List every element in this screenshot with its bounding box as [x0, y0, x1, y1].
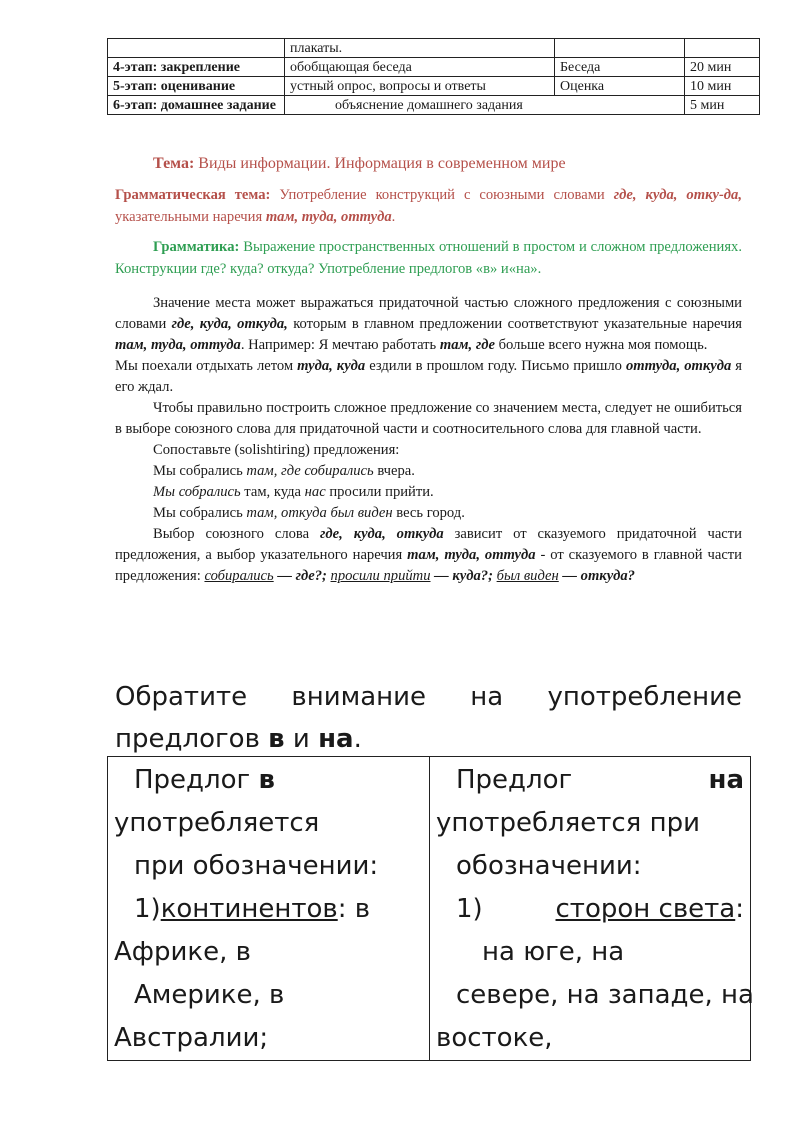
- text: которым в главном предложении соответствуют указательные наречия: [293, 316, 743, 332]
- text: Предлог: [456, 765, 573, 795]
- word: на: [470, 682, 504, 712]
- paragraph: Чтобы правильно построить сложное предложение со значением места, следует не ошибиться в выборе союзного слова для придаточной части и соотносительного слова для главной части.: [115, 400, 742, 437]
- underlined-predicate: просили прийти: [330, 568, 431, 584]
- italic-text: нас: [304, 484, 326, 500]
- time-cell: 10 мин: [685, 77, 760, 96]
- cell-line: обозначении:: [456, 851, 642, 881]
- notice-heading: [115, 676, 742, 760]
- stage-cell: [108, 39, 285, 58]
- cell-line: [436, 759, 744, 802]
- method-cell: плакаты.: [285, 39, 555, 58]
- cell-line: Африке, в: [114, 937, 251, 967]
- table-row: [108, 39, 760, 58]
- grammar-text: Выражение пространственных отношений в простом и сложном предложениях. Конструкции где? куда? откуда? Употребление предлогов «в» и«на».: [115, 239, 742, 277]
- preposition-v-cell: [108, 757, 430, 1061]
- text: :: [735, 894, 744, 924]
- underlined-term: сторон света: [555, 894, 736, 924]
- underlined-term: континентов: [160, 894, 338, 924]
- word: предлогов: [115, 724, 260, 754]
- punctuation: .: [391, 209, 396, 225]
- cell-line: [114, 888, 423, 931]
- text: там, куда: [244, 484, 302, 500]
- topic-text: Виды информации. Информация в современном мире: [198, 155, 566, 172]
- cell-line: севере, на западе, на: [456, 980, 754, 1010]
- list-number: 1): [134, 894, 161, 924]
- cell-line: [436, 888, 744, 931]
- cell-line: Америке, в: [134, 980, 285, 1010]
- emphasis: где, куда, откуда,: [171, 316, 288, 332]
- grammar-topic-words: где, куда, отку-да,: [613, 187, 742, 203]
- method-cell: объяснение домашнего задания: [285, 96, 685, 115]
- cell-line: востоке,: [436, 1023, 553, 1053]
- text: вчера.: [377, 463, 415, 479]
- text: Мы поехали отдыхать летом: [115, 358, 294, 374]
- question: — куда?;: [434, 568, 493, 584]
- punctuation: .: [353, 724, 362, 754]
- text: Значение места может выражаться придаточной частью сложного предложения с союзными словами: [115, 295, 742, 332]
- emphasis: там, туда, оттуда: [115, 337, 241, 353]
- form-cell: Оценка: [555, 77, 685, 96]
- text: Мы собрались: [153, 505, 243, 521]
- stage-cell: 4-этап: закрепление: [108, 58, 285, 77]
- time-cell: [685, 39, 760, 58]
- grammar-topic-label: Грамматическая тема:: [115, 187, 271, 203]
- time-cell: 20 мин: [685, 58, 760, 77]
- text: весь город.: [396, 505, 465, 521]
- table-row: [108, 58, 760, 77]
- grammar-topic-words: там, туда, оттуда: [265, 209, 392, 225]
- text: ездили в прошлом году. Письмо пришло: [369, 358, 622, 374]
- stage-cell: 6-этап: домашнее задание: [108, 96, 285, 115]
- preposition-na: на: [318, 724, 354, 754]
- topic-label: Тема:: [153, 155, 195, 172]
- table-row: [108, 757, 751, 1061]
- italic-text: там, откуда был виден: [246, 505, 393, 521]
- preposition-na-cell: [430, 757, 754, 1061]
- text: я его ждал.: [115, 358, 743, 395]
- cell-line: при обозначении:: [134, 851, 379, 881]
- emphasis: там, где: [439, 337, 495, 353]
- text: Выбор союзного слова: [153, 526, 310, 542]
- cell-line: употребляется: [114, 808, 320, 838]
- emphasis: где, куда, откуда: [320, 526, 444, 542]
- notice-line: [115, 676, 742, 718]
- grammar-label: Грамматика:: [153, 239, 240, 255]
- text: зависит от сказуемого придаточной части предложения, а выбор указательного наречия: [115, 526, 742, 563]
- list-number: 1): [456, 894, 483, 924]
- text: : в: [337, 894, 371, 924]
- method-cell: обобщающая беседа: [285, 58, 555, 77]
- italic-text: там, где собирались: [246, 463, 374, 479]
- preposition: на: [708, 765, 744, 795]
- preposition-v: в: [268, 724, 285, 754]
- grammar-topic-text: Употребление конструкций с союзными словами: [279, 187, 605, 203]
- paragraph: [115, 524, 742, 587]
- grammar-section: [115, 236, 742, 280]
- paragraph: [115, 356, 742, 398]
- word: Обратите: [115, 682, 248, 712]
- grammar-topic-text: указательными наречия: [115, 209, 263, 225]
- example-sentence: [115, 503, 742, 524]
- table-row: [108, 77, 760, 96]
- example-sentence: [115, 482, 742, 503]
- example-sentence: [115, 461, 742, 482]
- prepositions-table: [107, 756, 754, 1061]
- word: и: [292, 724, 310, 754]
- underlined-predicate: собирались: [204, 568, 274, 584]
- lesson-plan-table: [107, 38, 760, 115]
- text: . Например: Я мечтаю работать: [240, 337, 437, 353]
- word: внимание: [291, 682, 427, 712]
- method-cell: устный опрос, вопросы и ответы: [285, 77, 555, 96]
- question: — где?;: [277, 568, 327, 584]
- notice-line: [115, 718, 742, 760]
- paragraph: Сопоставьте (solishtiring) предложения:: [153, 442, 400, 458]
- cell-line: на юге, на: [482, 937, 625, 967]
- cell-line: [114, 759, 423, 802]
- text: просили прийти.: [329, 484, 434, 500]
- paragraph: [115, 293, 742, 356]
- grammar-topic: [115, 184, 742, 228]
- emphasis: туда, куда: [297, 358, 366, 374]
- cell-line: употребляется при: [436, 808, 700, 838]
- preposition: в: [258, 765, 275, 795]
- stage-cell: 5-этап: оценивание: [108, 77, 285, 96]
- emphasis: оттуда, откуда: [625, 358, 732, 374]
- underlined-predicate: был виден: [496, 568, 559, 584]
- question: — откуда?: [562, 568, 635, 584]
- time-cell: 5 мин: [685, 96, 760, 115]
- word: употребление: [547, 682, 742, 712]
- lesson-topic: [115, 152, 742, 176]
- text: Предлог: [134, 765, 251, 795]
- text: больше всего нужна моя помощь.: [498, 337, 708, 353]
- explanation-text: [115, 293, 742, 587]
- form-cell: [555, 39, 685, 58]
- italic-text: Мы собрались: [153, 484, 241, 500]
- text: Мы собрались: [153, 463, 243, 479]
- form-cell: Беседа: [555, 58, 685, 77]
- text: - от сказуемого в главной части предложения:: [115, 547, 742, 584]
- emphasis: там, туда, оттуда: [407, 547, 536, 563]
- cell-line: Австралии;: [114, 1023, 269, 1053]
- table-row: [108, 96, 760, 115]
